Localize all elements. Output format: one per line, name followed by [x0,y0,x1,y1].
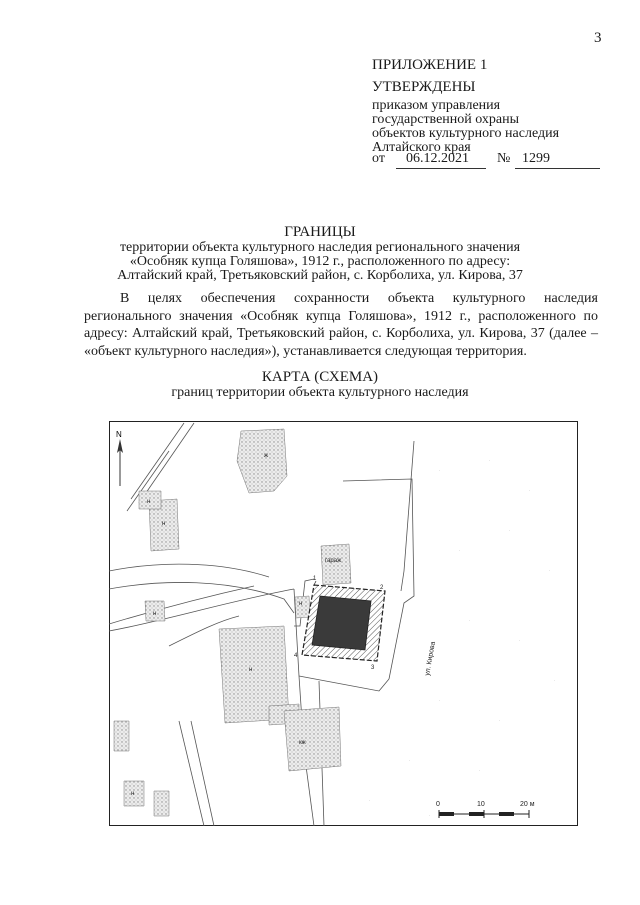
north-label: N [116,430,122,439]
svg-text:.: . [429,812,431,818]
corner-point-label: 2 [380,585,384,591]
building-label: н [249,667,253,673]
svg-text:.: . [479,767,481,773]
svg-text:.: . [469,617,471,623]
boundaries-line: «Особняк купца Голяшова», 1912 г., расположенного по адресу: [129,254,511,269]
site-map-drawing [109,421,578,826]
order-date-number [372,151,602,171]
number-label: № [497,151,511,166]
svg-text:.: . [499,717,501,723]
svg-text:.: . [369,797,371,803]
svg-text:.: . [529,487,531,493]
map-title: КАРТА (СХЕМА) [261,369,379,385]
boundaries-title: ГРАНИЦЫ [284,224,356,240]
corner-point-label: 4 [294,653,298,659]
svg-text:.: . [459,547,461,553]
building-label: кж [299,740,306,746]
boundaries-line: Алтайский край, Третьяковский район, с. Корболиха, ул. Кирова, 37 [117,268,523,283]
approval-line: Алтайского края [372,140,471,155]
order-number: 1299 [522,151,550,166]
building-label: н [299,601,303,607]
svg-text:.: . [509,527,511,533]
svg-text:.: . [554,677,556,683]
garage-label: гараж [325,558,342,564]
approval-line: государственной охраны [372,112,520,127]
svg-text:.: . [519,637,521,643]
building-label: н [153,611,157,617]
building-label: н [147,499,151,505]
street-label: ул. Кирова [424,641,437,677]
scale-label: 10 [477,801,485,808]
svg-text:.: . [549,567,551,573]
svg-text:.: . [439,697,441,703]
body-paragraph: В целях обеспечения сохранности объекта культурного наследия регионального значения «Особняк купца Голяшова», 1912 г., расположенного по адресу: Алтайский край, Третьяковский район, с. Корболиха, ул. Кирова, 37 (далее – «объект культурного наследия»), устанавливается следующая территория. [84,291,598,359]
boundaries-line: территории объекта культурного наследия регионального значения [119,240,521,255]
date-underline [396,168,486,169]
corner-point-label: 1 [313,576,317,582]
approved-label: УТВЕРЖДЕНЫ [372,79,476,95]
svg-text:.: . [489,457,491,463]
appendix-label: ПРИЛОЖЕНИЕ 1 [372,57,488,73]
svg-text:.: . [409,757,411,763]
corner-point-label: 3 [371,665,375,671]
building-label: н [131,791,135,797]
number-underline [515,168,600,169]
map-subtitle: границ территории объекта культурного наследия [171,385,469,400]
approval-line: объектов культурного наследия [372,126,560,141]
approval-line: приказом управления [372,98,501,113]
building-label: ж [264,453,269,459]
scale-label: 0 [436,801,440,808]
page-number: 3 [594,30,602,46]
from-label: от [372,151,385,166]
order-date: 06.12.2021 [406,151,469,166]
scale-label: 20 м [520,801,535,808]
svg-text:.: . [439,467,441,473]
building-label: н [162,521,166,527]
site-map [109,421,578,826]
